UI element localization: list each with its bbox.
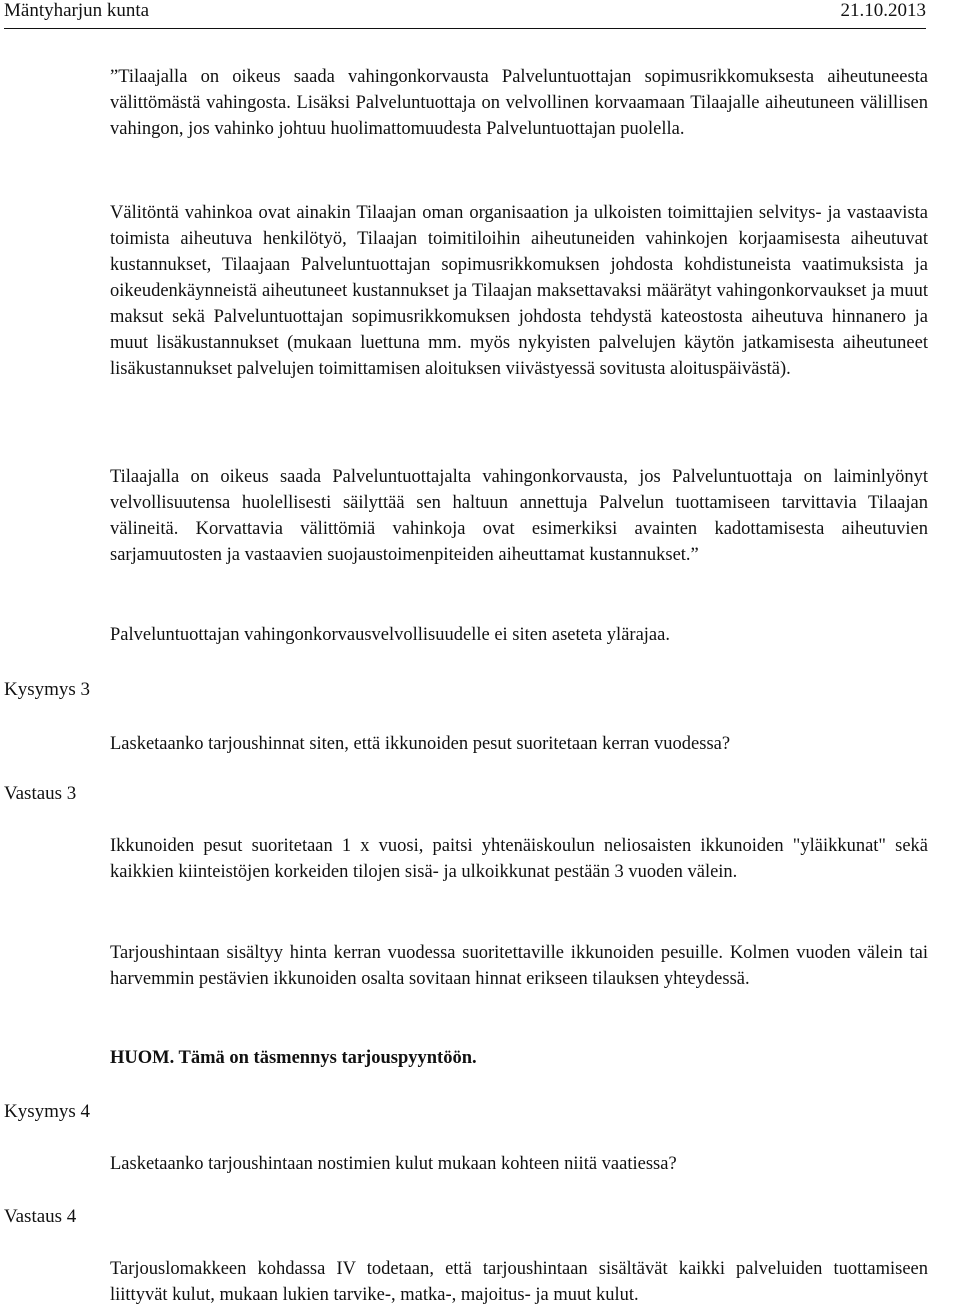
answer-4-paragraph-1: Tarjouslomakkeen kohdassa IV todetaan, että tarjoushintaan sisältävät kaikki palveluiden tuottamiseen liittyvät kulut, mukaan lukien tarvike-, matka-, majoitus- ja muut kulut.: [110, 1259, 928, 1305]
conclusion-paragraph: Palveluntuottajan vahingonkorvausvelvollisuudelle ei siten aseteta ylärajaa.: [110, 625, 670, 645]
quote-paragraph-2: Välitöntä vahinkoa ovat ainakin Tilaajan oman organisaation ja ulkoisten toimittajien selvitys- ja vastaavista toimista aiheutuva henkilötyö, Tilaajan toimitiloihin aiheutuneiden vahinkojen korjaamisesta aiheutuvat kustannukset, Tilaajaan Palveluntuottajan sopimusrikkomuksen johdosta kohdistuneista vaatimuksista ja oikeudenkäynneistä aiheutuneet kustannukset ja Tilaajan maksettavaksi määrätyt vahingonkorvaukset ja muut maksut sekä Palveluntuottajan sopimusrikkomuksen johdosta tehdystä kateostosta aiheutuva hinnanero ja muut lisäkustannukset (mukaan luettuna mm. myös nykyisten palvelujen käytön jatkamisesta aiheutuneet lisäkustannukset palvelujen toimittamisen aloituksen viivästyessä sovitusta aloituspäivästä).: [110, 203, 928, 379]
header-organization: Mäntyharjun kunta: [4, 0, 150, 21]
quote-paragraph-3: Tilaajalla on oikeus saada Palveluntuottajalta vahingonkorvausta, jos Palveluntuottaja on laiminlyönyt velvollisuutensa huolellisesti säilyttää sen haltuun annettuja Palvelun tuottamiseen tarvittavia Tilaajan välineitä. Korvattavia välittömiä vahinkoja ovat esimerkiksi avainten kadottamisesta aiheutuvien sarjamuutosten ja vastaavien suojaustoimenpiteiden aiheuttamat kustannukset.”: [110, 467, 928, 565]
answer-3-label: Vastaus 3: [4, 783, 77, 804]
question-4-label: Kysymys 4: [4, 1101, 91, 1122]
header-divider: [4, 28, 926, 29]
answer-3-note: HUOM. Tämä on täsmennys tarjouspyyntöön.: [110, 1048, 477, 1068]
answer-3-paragraph-1: Ikkunoiden pesut suoritetaan 1 x vuosi, paitsi yhtenäiskoulun neliosaisten ikkunoiden "yläikkunat" sekä kaikkien kiinteistöjen korkeiden tilojen sisä- ja ulkoikkunat pestään 3 vuoden välein.: [110, 836, 928, 882]
answer-4-label: Vastaus 4: [4, 1206, 77, 1227]
question-3-label: Kysymys 3: [4, 679, 91, 700]
question-4-text: Lasketaanko tarjoushintaan nostimien kulut mukaan kohteen niitä vaatiessa?: [110, 1154, 677, 1174]
answer-3-paragraph-2: Tarjoushintaan sisältyy hinta kerran vuodessa suoritettaville ikkunoiden pesuille. Kolmen vuoden välein tai harvemmin pestävien ikkunoiden osalta sovitaan hinnat erikseen tilauksen yhteydessä.: [110, 943, 928, 989]
header-date: 21.10.2013: [840, 0, 926, 21]
quote-paragraph-1: ”Tilaajalla on oikeus saada vahingonkorvausta Palveluntuottajan sopimusrikkomuksesta aiheutuneesta välittömästä vahingosta. Lisäksi Palveluntuottaja on velvollinen korvaamaan Tilaajalle aiheutuneen välillisen vahingon, jos vahinko johtuu huolimattomuudesta Palveluntuottajan puolella.: [110, 67, 928, 139]
question-3-text: Lasketaanko tarjoushinnat siten, että ikkunoiden pesut suoritetaan kerran vuodessa?: [110, 734, 731, 754]
